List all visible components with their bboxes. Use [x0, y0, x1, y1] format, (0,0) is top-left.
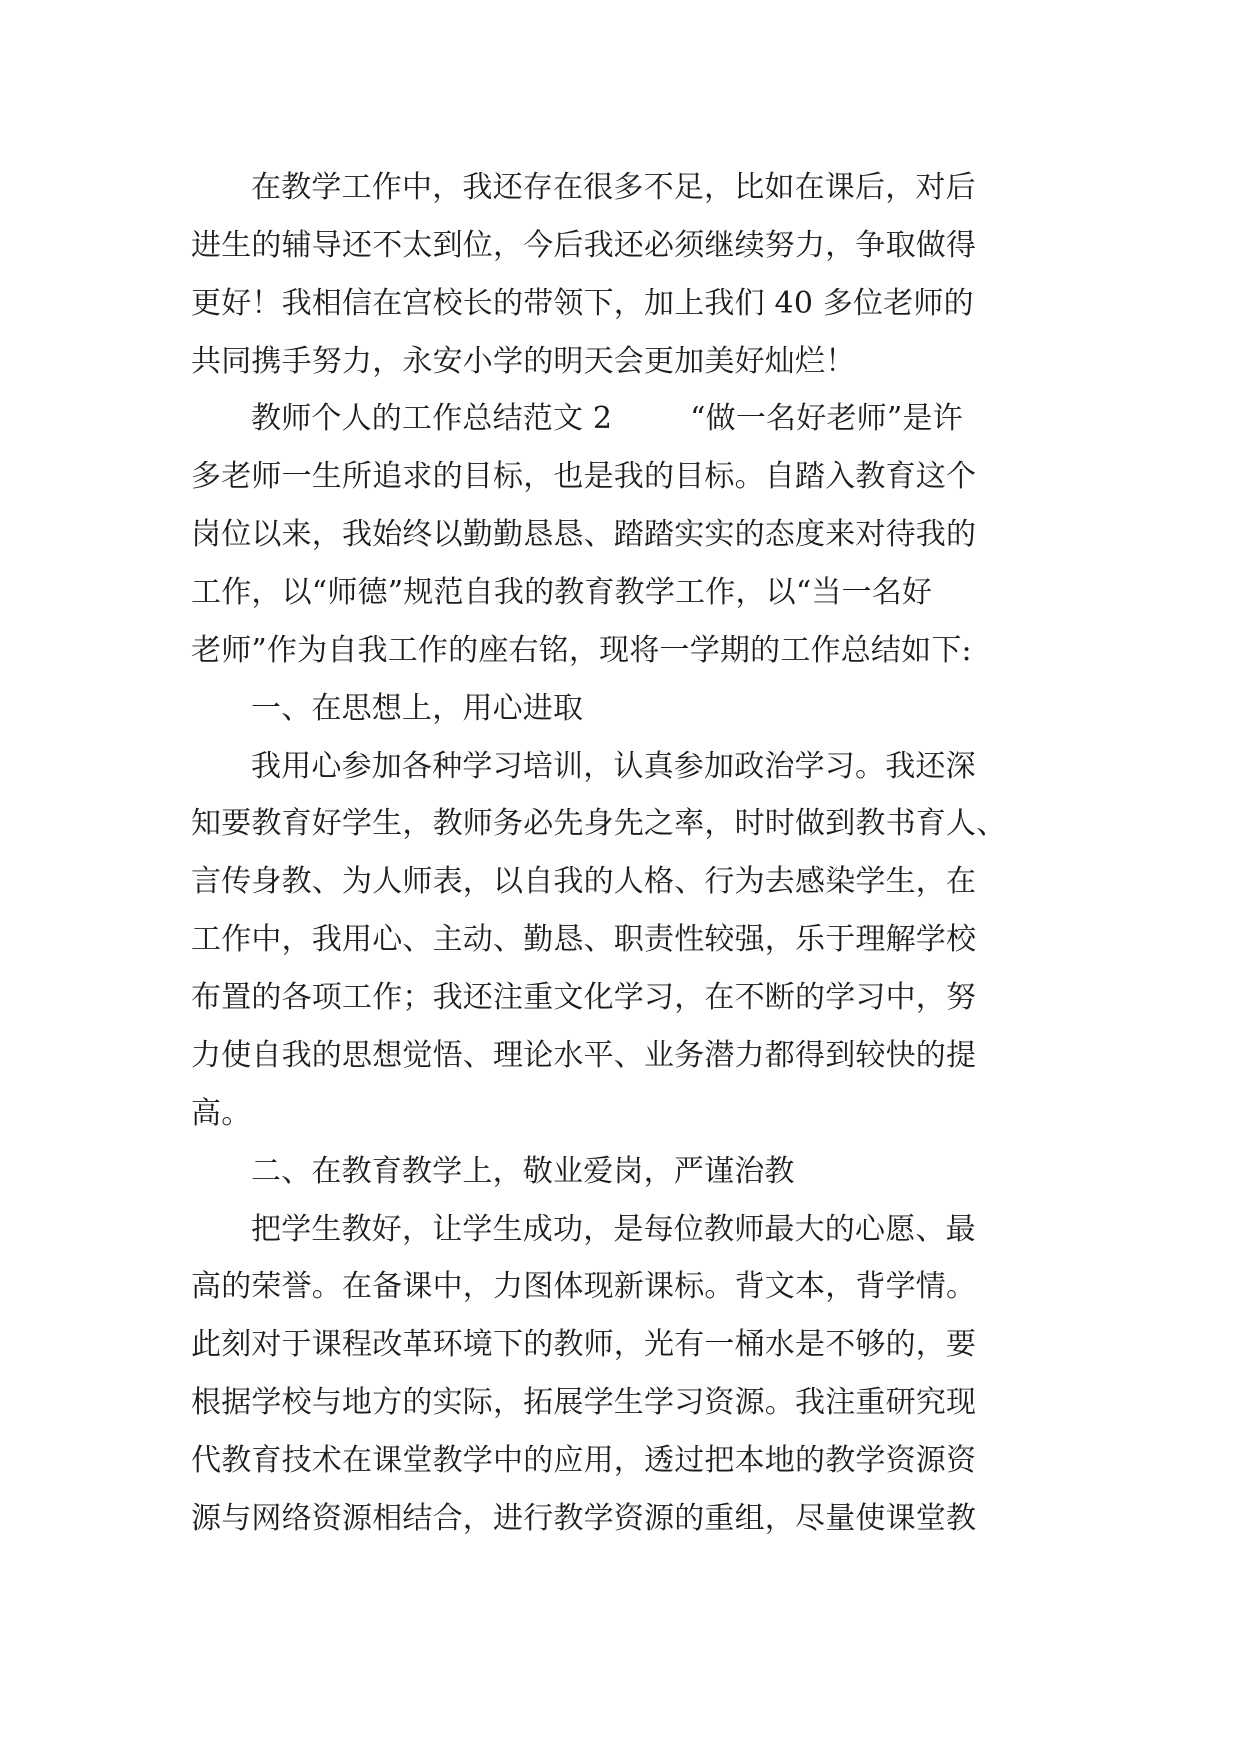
text-line: 此刻对于课程改革环境下的教师，光有一桶水是不够的，要: [191, 1327, 977, 1362]
text-line: 岗位以来，我始终以勤勤恳恳、踏踏实实的态度来对待我的: [191, 517, 977, 552]
text-line: 在教学工作中，我还存在很多不足，比如在课后，对后: [251, 170, 976, 205]
text-line: 工作中，我用心、主动、勤恳、职责性较强，乐于理解学校: [191, 922, 977, 957]
text-line: 高。: [191, 1096, 252, 1131]
text-line: 教师个人的工作总结范文 2 “做一名好老师”是许: [251, 401, 963, 436]
text-line: 高的荣誉。在备课中，力图体现新课标。背文本，背学情。: [191, 1269, 977, 1304]
text-line: 更好！我相信在宫校长的带领下，加上我们 40 多位老师的: [191, 286, 974, 321]
text-line: 我用心参加各种学习培训，认真参加政治学习。我还深: [251, 749, 976, 784]
text-line: 共同携手努力，永安小学的明天会更加美好灿烂！: [191, 344, 856, 379]
text-line: 源与网络资源相结合，进行教学资源的重组，尽量使课堂教: [191, 1501, 977, 1536]
section-heading: 一、在思想上，用心进取: [251, 691, 584, 726]
text-line: 根据学校与地方的实际，拓展学生学习资源。我注重研究现: [191, 1385, 977, 1420]
text-line: 多老师一生所追求的目标，也是我的目标。自踏入教育这个: [191, 459, 977, 494]
text-line: 言传身教、为人师表，以自我的人格、行为去感染学生，在: [191, 864, 977, 899]
text-line: 代教育技术在课堂教学中的应用，透过把本地的教学资源资: [191, 1443, 977, 1478]
text-line: 布置的各项工作；我还注重文化学习，在不断的学习中，努: [191, 980, 977, 1015]
text-line: 把学生教好，让学生成功，是每位教师最大的心愿、最: [251, 1212, 976, 1247]
text-line: 知要教育好学生，教师务必先身先之率，时时做到教书育人、: [191, 806, 1007, 841]
section-heading: 二、在教育教学上，敬业爱岗，严谨治教: [251, 1154, 795, 1189]
text-line: 工作，以“师德”规范自我的教育教学工作，以“当一名好: [191, 575, 933, 610]
text-line: 老师”作为自我工作的座右铭，现将一学期的工作总结如下:: [191, 633, 972, 668]
text-line: 进生的辅导还不太到位，今后我还必须继续努力，争取做得: [191, 228, 977, 263]
text-line: 力使自我的思想觉悟、理论水平、业务潜力都得到较快的提: [191, 1038, 977, 1073]
